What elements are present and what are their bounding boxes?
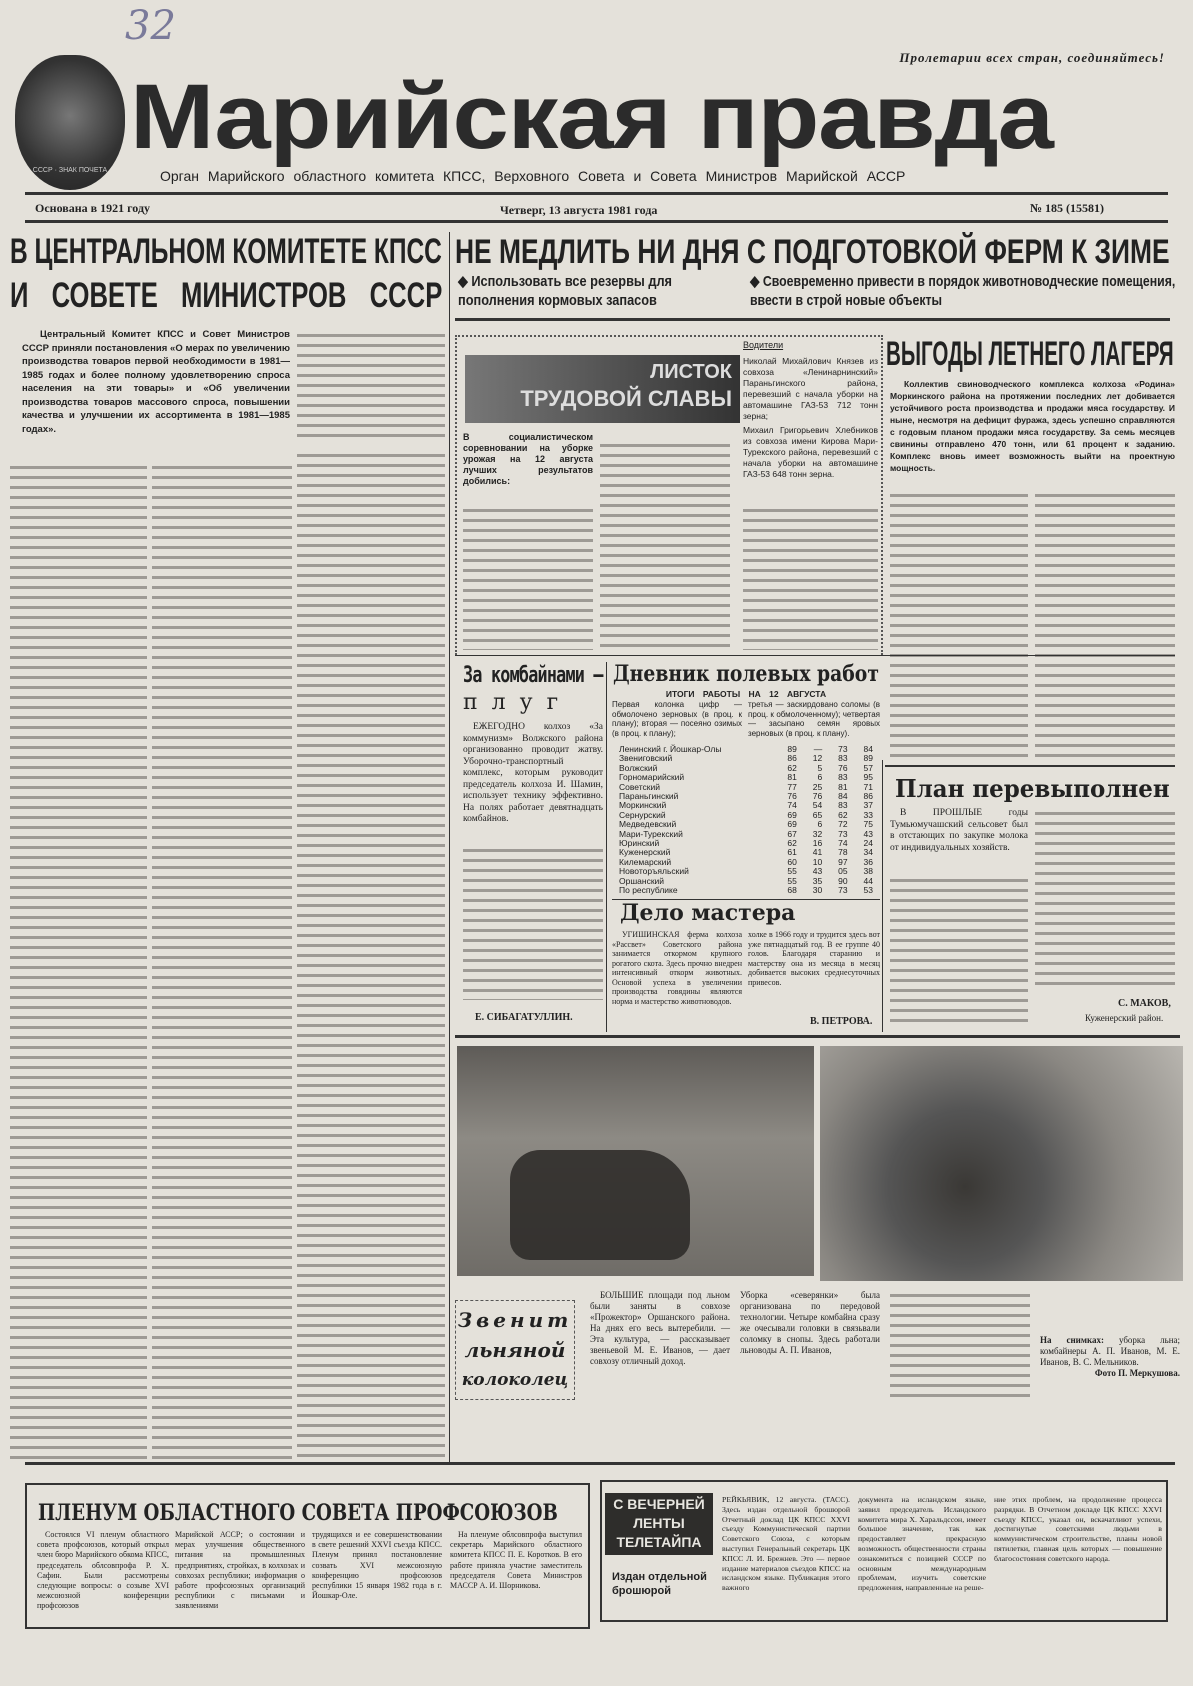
plough-author: Е. СИБАГАТУЛЛИН. — [475, 1012, 573, 1023]
leaflet-column — [743, 505, 878, 650]
headline-master: Дело мастера — [620, 900, 796, 926]
diary-district: Ленинский г. Йошкар-Олы — [619, 744, 722, 754]
lead-paragraph: Центральный Комитет КПСС и Совет Министров СССР приняли постановления «О мерах по увеличению производства товаров первой необходимости в 1981—1985 годах и более полному удовлетворению спроса населения на эти товары» и «Об увеличении производства товаров массового спроса, повышении качества и улучшении их ассортимента в 1981—1985 годах». — [22, 329, 290, 435]
tractor-shape — [510, 1150, 690, 1260]
subhead-feed: ◆ Использовать все резервы для пополнения кормовых запасов — [458, 273, 672, 309]
photo-caption — [1040, 1335, 1180, 1379]
diary-value: 62 — [838, 809, 848, 820]
headline-central-committee-1: В ЦЕНТРАЛЬНОМ КОМИТЕТЕ КПСС — [10, 232, 442, 271]
diary-district: Горномарийский — [619, 772, 685, 783]
diary-value: — — [813, 744, 823, 754]
article-column — [297, 450, 445, 1462]
diary-district: Волжский — [619, 762, 658, 773]
diary-value: 60 — [787, 856, 797, 867]
diary-value: 86 — [863, 791, 873, 802]
diary-value: 68 — [787, 885, 797, 896]
diary-value: 76 — [838, 762, 848, 773]
diary-value: 83 — [838, 800, 848, 811]
diary-value: 72 — [838, 819, 848, 830]
diary-value: 6 — [817, 772, 823, 783]
diary-value: 61 — [787, 847, 797, 858]
diary-value: 65 — [812, 809, 823, 820]
diary-value: 25 — [812, 781, 823, 792]
diary-value: 6 — [817, 819, 823, 830]
flax-headline-2: льняной — [464, 1338, 566, 1362]
photo-credit: Фото П. Меркушова. — [1094, 1368, 1180, 1378]
plenum-text-4: На пленуме облсовпрофа выступил секретарь Марийского областного комитета КПСС П. Е. Коротков. В его работе приняла участие заместитель председателя Совета Министров МАССР А. И. Шорникова. — [450, 1530, 582, 1591]
diary-district: Параньгинский — [619, 791, 679, 802]
diary-district: Оршанский — [619, 875, 665, 886]
plan-column — [890, 875, 1028, 1025]
diary-value: 74 — [838, 838, 848, 849]
diary-value: 81 — [838, 781, 848, 792]
diary-value: 69 — [787, 819, 797, 830]
diary-value: 38 — [863, 866, 873, 877]
plough-text: ЕЖЕГОДНО колхоз «За коммунизм» Волжского района организованно проводит жатву. Уборочно-транспортный комплекс, которым руководит председатель колхоза И. Шамин, использует технику эффективно. На полях работает девятнадцать комбайнов. — [463, 722, 603, 824]
slogan: Пролетарии всех стран, соединяйтесь! — [899, 50, 1165, 65]
diary-value: 84 — [863, 744, 873, 754]
diary-value: 55 — [787, 866, 797, 877]
leaflet-driver-2: Михаил Григорьевич Хлебников из совхоза имени Кирова Мари-Турекского района, перевезший с начала уборки на автомашине ГАЗ-53 648 тонн зерна. — [743, 425, 878, 479]
diary-value: 57 — [863, 762, 873, 773]
plan-text: В ПРОШЛЫЕ годы Тумьюмучашский сельсовет был в отстающих по закупке молока от индивидуальных хозяйств. — [890, 808, 1028, 853]
teletype-text-1: РЕЙКЬЯВИК, 12 августа. (ТАСС). Здесь издан отдельной брошюрой Отчетный доклад ЦК КПСС XXVI съезду Коммунистической партии Советского Союза, с которым выступил Генеральный секретарь ЦК КПСС Л. И. Брежнев. Это — первое издание материалов съездов КПСС на исландском языке. Публикация этого важного — [722, 1495, 850, 1593]
diary-district: Медведевский — [619, 819, 677, 830]
teletype-title-2: ЛЕНТЫ — [633, 1515, 685, 1531]
diary-value: 86 — [787, 753, 797, 764]
diary-value: 53 — [863, 885, 873, 896]
diary-district: Юринский — [619, 838, 660, 849]
leaflet-driver-1: Николай Михайлович Князев из совхоза «Ленинарнинский» Параньгинского района, перевезший с начала уборки на автомашине ГАЗ-53 712 тонн зерна; — [743, 356, 878, 421]
teletype-title-1: С ВЕЧЕРНЕЙ — [613, 1496, 705, 1512]
leaflet-title-2: ТРУДОВОЙ СЛАВЫ — [520, 386, 732, 411]
teletype-title-3: ТЕЛЕТАЙПА — [616, 1534, 702, 1550]
master-text-2: холке в 1966 году и трудится здесь вот уже пятнадцатый год. В ее группе 40 голов. Благодаря старанию и мастерству она из месяца в месяц добивается высоких среднесуточных привесов. — [748, 930, 880, 987]
headline-central-committee-2: И СОВЕТЕ МИНИСТРОВ СССР — [10, 276, 443, 315]
article-column — [10, 462, 147, 1462]
diary-value: 43 — [863, 828, 873, 839]
diary-value: 55 — [787, 875, 797, 886]
plan-author: С. МАКОВ, — [1118, 998, 1171, 1009]
headline-plan: План перевыполнен — [895, 774, 1170, 803]
diary-value: 97 — [838, 856, 848, 867]
diary-value: 32 — [812, 828, 823, 839]
master-author: В. ПЕТРОВА. — [810, 1016, 873, 1027]
leaflet-column — [600, 440, 730, 650]
plenum-text-1: Состоялся VI пленум областного совета профсоюзов, который открыл член бюро Марийского обкома КПСС, председатель облсовпрофа Р. Х. Сафин. Были рассмотрены следующие вопросы: о созыве XVI межсоюзной конференции профсоюзов — [37, 1530, 169, 1611]
diary-value: 5 — [817, 762, 823, 773]
leaflet-banner — [465, 355, 740, 423]
diary-value: 77 — [787, 781, 797, 792]
leaflet-title-1: ЛИСТОК — [650, 361, 732, 383]
diary-value: 90 — [838, 875, 848, 886]
drivers-label: Водители — [743, 340, 784, 350]
diary-value: 43 — [812, 866, 823, 877]
diary-value: 73 — [838, 744, 848, 754]
headline-farms: НЕ МЕДЛИТЬ НИ ДНЯ С ПОДГОТОВКОЙ ФЕРМ К ЗИМЕ — [455, 233, 1170, 271]
newspaper-title: Марийская правда — [130, 66, 1053, 168]
diary-value: 84 — [838, 791, 848, 802]
diary-district: Куженерский — [619, 847, 671, 858]
flax-column — [890, 1290, 1030, 1400]
headline-summer-camp: ВЫГОДЫ ЛЕТНЕГО ЛАГЕРЯ — [886, 335, 1174, 373]
diary-value: 67 — [787, 828, 797, 839]
plenum-text-3: трудящихся и ее совершенствовании в свете решений XXVI съезда КПСС. Пленум принял постановление созвать XVI межсоюзную конференцию профсоюзов республики 15 января 1982 года в г. Йошкар-Оле. — [312, 1530, 442, 1601]
master-text: УГИШИНСКАЯ ферма колхоза «Рассвет» Советского района занимается откормом крупного рогатого скота. Здесь прочно внедрен интенсивный откорм животных. Основой успеха в увеличении производства говядины являются норма и мастерство животноводов. — [612, 930, 742, 1006]
diary-value: 76 — [812, 791, 823, 802]
flax-headline-1: Звенит — [457, 1308, 573, 1332]
diary-district: Сернурский — [619, 809, 666, 820]
diary-value: 62 — [787, 838, 797, 849]
diary-value: 12 — [812, 753, 823, 764]
diary-value: 83 — [838, 772, 848, 783]
subhead-feed-text: Использовать все резервы для пополнения кормовых запасов — [458, 273, 672, 309]
diary-value: 05 — [838, 866, 848, 877]
diary-value: 36 — [863, 856, 873, 867]
diary-district: Моркинский — [619, 800, 667, 811]
diary-value: 34 — [863, 847, 873, 858]
diary-value: 73 — [838, 885, 848, 896]
diary-district: По республике — [619, 885, 678, 896]
diary-row — [615, 886, 877, 895]
diary-value: 33 — [863, 809, 873, 820]
article-column — [152, 462, 292, 1462]
diary-value: 71 — [863, 781, 873, 792]
diary-value: 41 — [812, 847, 823, 858]
masthead-subtitle: Орган Марийского областного комитета КПСС, Верховного Совета и Совета Министров Марийской АССР — [160, 168, 906, 184]
flax-headline-box — [455, 1300, 575, 1400]
diary-value: 54 — [812, 800, 823, 811]
teletype-text-3: ние этих проблем, на продолжение процесса разрядки. В Отчетном докладе ЦК КПСС XXVI съезду КПСС, указал он, вскачатлиют успехи, достигнутые советскими людьми в коммунистическом строительстве, планы новой пятилетки, главная цель которых — повышение благосостояния советского народа. — [994, 1495, 1162, 1563]
flax-text-2: Уборка «северянки» была организована по передовой технологии. Четыре комбайна сразу же очесывали головки в связьвали соломку в снопы. Здесь работали льноводы А. П. Иванов, — [740, 1290, 880, 1355]
diary-value: 74 — [787, 800, 797, 811]
diary-district: Новоторъяльский — [619, 866, 689, 877]
handwritten-number: 32 — [125, 3, 176, 49]
diary-value: 44 — [863, 875, 873, 886]
diary-value: 75 — [863, 819, 873, 830]
diary-table — [615, 745, 877, 896]
diary-value: 30 — [812, 885, 823, 896]
diary-district: Килемарский — [619, 856, 672, 867]
diary-district: Звениговский — [619, 753, 673, 764]
diary-value: 16 — [812, 838, 823, 849]
plan-district: Куженерский район. — [1085, 1013, 1164, 1023]
diary-value: 76 — [787, 791, 797, 802]
flax-headline-3: колоколец — [461, 1370, 569, 1390]
diary-legend-1: Первая колонка цифр — обмолочено зерновых (в проц. к плану); вторая — посеяно озимых (в проц. к плану); — [612, 700, 742, 738]
diary-value: 24 — [863, 838, 873, 849]
diary-value: 89 — [863, 753, 873, 764]
plough-column — [463, 845, 603, 1000]
order-emblem — [15, 55, 125, 190]
headline-diary: Дневник полевых работ — [613, 661, 879, 687]
diary-value: 35 — [812, 875, 823, 886]
issue-date: Четверг, 13 августа 1981 года — [500, 203, 658, 217]
diary-value: 83 — [838, 753, 848, 764]
diary-value: 81 — [787, 772, 797, 783]
founded-year: Основана в 1921 году — [35, 201, 151, 215]
teletype-banner — [605, 1493, 713, 1555]
diary-district: Советский — [619, 781, 660, 792]
teletype-subhead: Издан отдельной брошюрой — [612, 1571, 707, 1597]
teletype-text-2: документа на исландском языке, заявил председатель Исландского комитета мира Х. Харальдссон, имеет большое значение, так как предоставляет прекрасную возможность общественности страны ознакомиться с позицией СССР по основным международным проблемам, изучить советские предложения, направленные на реше- — [858, 1495, 986, 1593]
diary-value: 62 — [787, 762, 797, 773]
leaflet-column — [463, 505, 593, 650]
headline-plenum: ПЛЕНУМ ОБЛАСТНОГО СОВЕТА ПРОФСОЮЗОВ — [38, 1500, 558, 1526]
subhead-buildings: ◆ Своевременно привести в порядок животноводческие помещения, ввести в строй новые объекты — [750, 273, 1176, 309]
summer-camp-column — [1035, 490, 1175, 760]
diary-value: 89 — [787, 744, 797, 754]
leaflet-intro: В социалистическом соревновании на уборке урожая на 12 августа лучших результатов добились: — [463, 432, 593, 486]
issue-number: № 185 (15581) — [1030, 201, 1105, 215]
article-column — [297, 330, 445, 442]
diary-legend-2: третья — заскирдовано соломы (в проц. к обмолоченному); четвертая — засыпано семян яровых зерновых (в проц. к плану). — [748, 700, 880, 738]
subhead-buildings-text: Своевременно привести в порядок животноводческие помещения, ввести в строй новые объекты — [750, 273, 1176, 309]
summer-camp-lead: Коллектив свиноводческого комплекса колхоза «Родина» Моркинского района на протяжении последних лет добивается устойчивого роста производства и продажи мяса государству. И ныне, несмотря на дефицит фуража, здесь успешно справляются с годовым планом продажи мяса государству. За семь месяцев свинины отправлено 470 тонн, или 61 процент к заданию. Комплекс вновь имеет возможность выйти на проектную мощность. — [890, 379, 1175, 473]
flax-text: БОЛЬШИЕ площади под льном были заняты в совхозе «Прожектор» Оршанского района. На днях его весь вытеребили. — Эта культура, — рассказывает звеньевой М. Е. Иванов, — дает совхозу отличный доход. — [590, 1290, 730, 1366]
diary-value: 37 — [863, 800, 873, 811]
diary-value: 73 — [838, 828, 848, 839]
headline-plough-2: плуг — [463, 690, 573, 715]
headline-plough-1: За комбайнами — — [463, 663, 603, 688]
plenum-text-2: Марийской АССР; о состоянии и мерах улучшения общественного питания на промышленных предприятиях, стройках, в колхозах и совхозах республики; информация о работе профсоюзных организаций республики с письмами и заявлениями — [175, 1530, 305, 1611]
photo-caption-text: уборка льна; комбайнеры А. П. Иванов, М. Е. Иванов, В. С. Мельников. — [1040, 1335, 1180, 1367]
diary-value: 78 — [838, 847, 848, 858]
diary-value: 10 — [812, 856, 823, 867]
plan-column — [1035, 808, 1175, 988]
diary-subhead: ИТОГИ РАБОТЫ НА 12 АВГУСТА — [665, 689, 827, 699]
photo-caption-label: На снимках: — [1040, 1335, 1104, 1345]
emblem-lettering: СССР · ЗНАК ПОЧЕТА — [32, 167, 108, 174]
diary-value: 95 — [863, 772, 873, 783]
summer-camp-column — [890, 490, 1028, 760]
diary-value: 69 — [787, 809, 797, 820]
diary-district: Мари-Турекский — [619, 828, 683, 839]
photo-combiners — [820, 1046, 1183, 1281]
